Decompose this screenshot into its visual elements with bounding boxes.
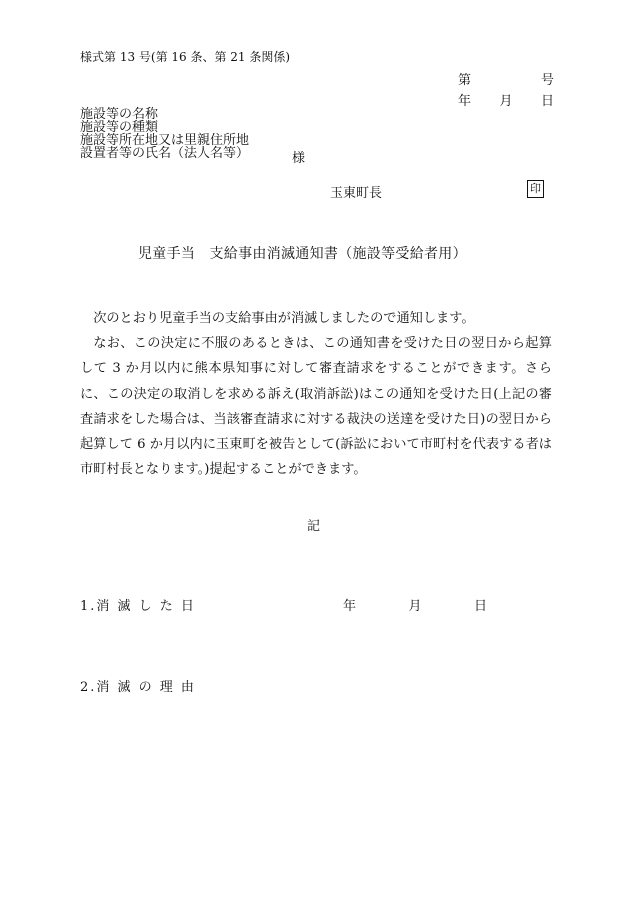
item1-year: 年	[343, 599, 357, 614]
seal-box: 印	[527, 180, 544, 198]
facility-name-label: 施設等の名称	[80, 107, 159, 122]
body-paragraph-2: なお、この決定に不服のあるときは、この通知書を受けた日の翌日から起算して 3 か月以内に熊本県知事に対して審査請求をすることができます。さらに、この決定の取消しを求める訴え(取消訴訟)はこの通知を受けた日(上記の審査請求をした場合は、当該審査請求に対する裁決の送達を受けた日)の翌日から起算して 6 か月以内に玉東町を被告として(訴訟において市町村を代表する者は市町村長となります。)提起することができます。	[80, 336, 552, 478]
document-number	[458, 69, 554, 88]
founder-name-label: 設置者等の氏名（法人名等）	[80, 146, 250, 161]
form-number: 様式第 13 号(第 16 条、第 21 条関係)	[80, 50, 291, 64]
honorific: 様	[292, 151, 306, 166]
number-prefix: 第	[458, 73, 472, 88]
item1-day: 日	[473, 599, 487, 614]
issuer-title: 玉東町長	[330, 186, 383, 201]
item1-date	[343, 595, 487, 614]
item1-label: 1.消 滅 し た 日	[80, 599, 196, 614]
number-suffix: 号	[540, 73, 554, 88]
body-paragraph-1: 次のとおり児童手当の支給事由が消滅しましたので通知します。	[93, 311, 475, 326]
issue-date	[458, 90, 554, 109]
issue-date-month: 月	[499, 94, 513, 109]
item1-month: 月	[408, 599, 422, 614]
facility-address-label: 施設等所在地又は里親住所地	[80, 133, 250, 148]
document-title: 児童手当 支給事由消滅通知書（施設等受給者用）	[138, 246, 467, 262]
ki-heading: 記	[307, 519, 321, 534]
issue-date-year: 年	[458, 94, 472, 109]
item2-label: 2.消 滅 の 理 由	[80, 680, 196, 695]
body-text	[80, 306, 552, 482]
issue-date-day: 日	[540, 94, 554, 109]
facility-type-label: 施設等の種類	[80, 120, 159, 135]
